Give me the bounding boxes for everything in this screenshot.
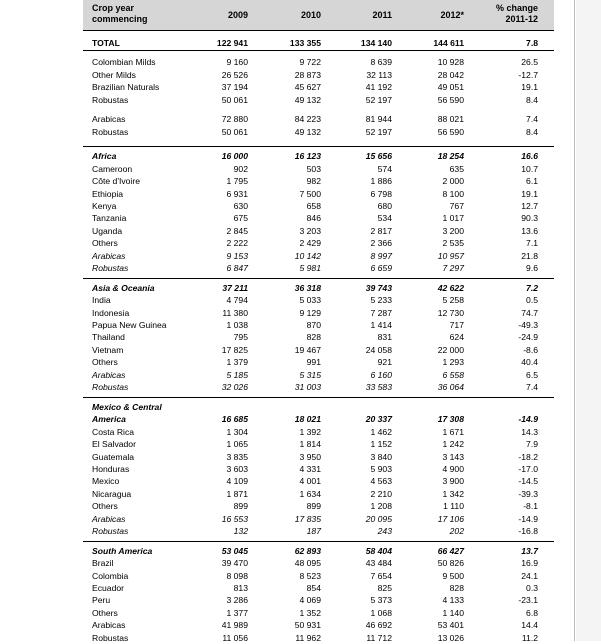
value-cell: 45 627 (294, 82, 321, 93)
value-cell: 17 835 (294, 513, 321, 524)
value-cell: 921 (377, 357, 392, 368)
value-cell: 630 (233, 200, 248, 211)
value-cell: 9 722 (299, 57, 321, 68)
value-cell: 50 931 (294, 620, 321, 631)
value-cell: 3 603 (226, 463, 248, 474)
header-crop-year-line2: commencing (92, 14, 148, 24)
value-cell: 6 659 (370, 263, 392, 274)
value-cell: 3 203 (299, 225, 321, 236)
value-cell: 18 021 (294, 414, 321, 425)
value-cell: 8 523 (299, 570, 321, 581)
change-cell: -49.3 (518, 320, 538, 330)
value-cell: 132 (233, 526, 248, 537)
value-cell: 8 100 (442, 188, 464, 199)
section-rule (83, 146, 554, 147)
total-rule (83, 50, 554, 51)
value-cell: 5 233 (370, 295, 392, 306)
value-cell: 39 470 (221, 558, 248, 569)
value-cell: 81 944 (365, 114, 392, 125)
value-cell: 899 (306, 501, 321, 512)
value-cell: 11 056 (222, 632, 248, 643)
value-cell: 41 192 (365, 82, 392, 93)
value-cell: 52 197 (365, 94, 392, 105)
page-margin (576, 0, 601, 641)
row-label: Others (92, 238, 118, 249)
value-cell: 1 377 (226, 607, 248, 618)
value-cell: 12 730 (437, 307, 464, 318)
page-edge (574, 0, 575, 641)
value-cell: 4 109 (226, 476, 248, 487)
value-cell: 15 656 (365, 151, 392, 162)
row-label: Peru (92, 595, 111, 606)
value-cell: 7 297 (442, 263, 464, 274)
change-cell: -18.2 (518, 451, 538, 462)
value-cell: 1 871 (226, 488, 248, 499)
row-label: Thailand (92, 332, 125, 343)
value-cell: 133 355 (289, 38, 321, 48)
value-cell: 11 380 (222, 307, 248, 318)
change-cell: 7.4 (526, 382, 538, 393)
change-cell: -8.6 (523, 344, 538, 355)
value-cell: 1 379 (226, 357, 248, 368)
value-cell: 3 835 (226, 451, 248, 462)
change-cell: 11.2 (521, 632, 538, 643)
change-cell: 16.6 (521, 151, 538, 162)
value-cell: 37 211 (222, 282, 248, 293)
value-cell: 1 352 (299, 607, 321, 618)
value-cell: 902 (233, 163, 248, 174)
value-cell: 870 (306, 320, 321, 330)
change-cell: -39.3 (518, 488, 538, 499)
value-cell: 5 373 (370, 595, 392, 606)
value-cell: 17 308 (437, 414, 464, 425)
value-cell: 16 553 (221, 513, 248, 524)
value-cell: 5 981 (299, 263, 321, 274)
value-cell: 17 106 (437, 513, 464, 524)
value-cell: 88 021 (437, 114, 464, 125)
value-cell: 11 962 (295, 632, 321, 643)
change-cell: 12.7 (521, 200, 538, 211)
value-cell: 1 634 (299, 488, 321, 499)
value-cell: 50 826 (437, 558, 464, 569)
value-cell (332, 401, 392, 413)
value-cell: 6 558 (442, 369, 464, 380)
value-cell: 37 194 (221, 82, 248, 93)
value-cell: 20 337 (365, 414, 392, 425)
row-label: Nicaragua (92, 488, 132, 499)
value-cell: 24 058 (365, 344, 392, 355)
row-label: Mexico (92, 476, 120, 487)
value-cell: 50 061 (221, 126, 248, 137)
value-cell: 1 068 (370, 607, 392, 618)
value-cell: 41 989 (221, 620, 248, 631)
value-cell: 1 065 (226, 439, 248, 450)
header-year-2010: 2010 (300, 10, 321, 20)
row-label: Robustas (92, 382, 129, 393)
header-crop-year-line1: Crop year (92, 3, 135, 13)
row-label: Cameroon (92, 163, 133, 174)
value-cell: 503 (306, 163, 321, 174)
value-cell: 3 840 (370, 451, 392, 462)
value-cell: 3 950 (299, 451, 321, 462)
value-cell: 825 (377, 583, 392, 593)
value-cell: 846 (306, 213, 321, 224)
change-cell: -23.1 (518, 595, 538, 606)
change-cell: -17.0 (518, 463, 538, 474)
header-rule (83, 30, 554, 31)
value-cell: 4 563 (370, 476, 392, 487)
header-year-2009: 2009 (227, 10, 248, 20)
row-label: Ecuador (92, 583, 125, 593)
change-cell: 19.1 (521, 188, 538, 199)
value-cell: 49 132 (294, 94, 321, 105)
row-label: America (92, 414, 126, 425)
value-cell: 1 462 (370, 426, 392, 437)
change-cell: 7.8 (526, 38, 538, 48)
row-label: Others (92, 607, 118, 618)
value-cell: 1 038 (226, 320, 248, 330)
value-cell: 717 (449, 320, 464, 330)
row-label: Arabicas (92, 513, 126, 524)
value-cell: 202 (449, 526, 464, 537)
value-cell: 5 315 (299, 369, 321, 380)
value-cell: 84 223 (294, 114, 321, 125)
value-cell: 6 931 (226, 188, 248, 199)
value-cell: 7 500 (299, 188, 321, 199)
value-cell: 635 (449, 163, 464, 174)
value-cell: 3 900 (442, 476, 464, 487)
change-cell: -14.9 (518, 414, 538, 425)
value-cell: 122 941 (216, 38, 248, 48)
change-cell: 7.1 (526, 238, 538, 249)
change-cell: 74.7 (521, 307, 538, 318)
value-cell: 52 197 (365, 126, 392, 137)
row-label: Brazilian Naturals (92, 82, 160, 93)
row-label: Côte d'Ivoire (92, 176, 140, 187)
change-cell: 21.8 (521, 250, 538, 261)
value-cell: 2 000 (442, 176, 464, 187)
value-cell: 624 (449, 332, 464, 343)
value-cell: 658 (306, 200, 321, 211)
row-label: Other Milds (92, 69, 136, 80)
value-cell: 7 287 (370, 307, 392, 318)
value-cell: 828 (306, 332, 321, 343)
value-cell: 19 467 (294, 344, 321, 355)
row-label: Mexico & Central (92, 401, 162, 412)
value-cell: 20 095 (365, 513, 392, 524)
value-cell: 1 293 (442, 357, 464, 368)
header-year-2012: 2012* (440, 10, 464, 20)
value-cell: 28 873 (294, 69, 321, 80)
value-cell: 46 692 (365, 620, 392, 631)
row-label: TOTAL (92, 38, 120, 48)
row-label: Colombian Milds (92, 57, 156, 68)
value-cell: 53 045 (221, 545, 248, 556)
value-cell: 4 794 (226, 295, 248, 306)
value-cell: 1 414 (370, 320, 392, 330)
value-cell: 2 845 (226, 225, 248, 236)
value-cell: 982 (306, 176, 321, 187)
row-label: India (92, 295, 111, 306)
value-cell: 42 622 (437, 282, 464, 293)
change-cell: -12.7 (518, 69, 538, 80)
row-label: Arabicas (92, 250, 126, 261)
value-cell (404, 401, 464, 413)
change-cell: 9.6 (526, 263, 538, 274)
value-cell: 854 (306, 583, 321, 593)
value-cell: 1 152 (370, 439, 392, 450)
value-cell: 6 847 (226, 263, 248, 274)
value-cell: 72 880 (221, 114, 248, 125)
value-cell: 7 654 (370, 570, 392, 581)
value-cell: 4 900 (442, 463, 464, 474)
header-crop-year (92, 3, 148, 25)
value-cell: 53 401 (437, 620, 464, 631)
change-cell: 8.4 (526, 94, 538, 105)
row-label: Others (92, 357, 118, 368)
row-label: Tanzania (92, 213, 127, 224)
value-cell: 66 427 (437, 545, 464, 556)
change-cell: 6.5 (526, 369, 538, 380)
value-cell: 9 153 (226, 250, 248, 261)
value-cell: 4 331 (299, 463, 321, 474)
value-cell (261, 401, 321, 413)
value-cell: 1 140 (442, 607, 464, 618)
value-cell: 50 061 (221, 94, 248, 105)
value-cell: 574 (377, 163, 392, 174)
value-cell: 1 342 (442, 488, 464, 499)
header-change-line2: 2011-12 (505, 14, 538, 24)
row-label: Uganda (92, 225, 123, 236)
value-cell: 813 (233, 583, 248, 593)
value-cell: 26 526 (221, 69, 248, 80)
value-cell: 11 712 (366, 632, 392, 643)
change-cell: -14.5 (518, 476, 538, 487)
value-cell: 13 026 (437, 632, 464, 643)
value-cell: 10 957 (437, 250, 464, 261)
row-label: Others (92, 501, 118, 512)
value-cell: 58 404 (365, 545, 392, 556)
value-cell: 1 671 (442, 426, 464, 437)
value-cell: 17 825 (221, 344, 248, 355)
value-cell: 3 200 (442, 225, 464, 236)
value-cell (188, 401, 248, 413)
change-cell: 13.6 (521, 225, 538, 236)
value-cell: 5 185 (226, 369, 248, 380)
header-change (478, 3, 538, 25)
value-cell: 49 132 (294, 126, 321, 137)
value-cell: 899 (233, 501, 248, 512)
row-label: El Salvador (92, 439, 136, 450)
value-cell: 5 903 (370, 463, 392, 474)
value-cell: 5 033 (299, 295, 321, 306)
value-cell: 534 (377, 213, 392, 224)
value-cell: 144 611 (433, 38, 464, 48)
value-cell: 4 001 (299, 476, 321, 487)
value-cell: 795 (233, 332, 248, 343)
value-cell: 49 051 (437, 82, 464, 93)
change-cell: 0.3 (526, 583, 538, 593)
header-change-line1: % change (495, 3, 538, 13)
change-cell: 6.8 (526, 607, 538, 618)
value-cell: 2 222 (226, 238, 248, 249)
value-cell: 8 639 (370, 57, 392, 68)
value-cell: 28 042 (437, 69, 464, 80)
row-label: South America (92, 545, 153, 556)
value-cell: 243 (377, 526, 392, 537)
value-cell: 22 000 (437, 344, 464, 355)
section-rule (83, 541, 554, 542)
change-cell: 13.7 (521, 545, 538, 556)
row-label: Robustas (92, 632, 129, 643)
change-cell: 7.9 (526, 439, 538, 450)
value-cell: 4 069 (299, 595, 321, 606)
value-cell: 3 143 (442, 451, 464, 462)
value-cell: 4 133 (442, 595, 464, 606)
row-label: Vietnam (92, 344, 124, 355)
section-rule (83, 278, 554, 279)
value-cell: 31 003 (294, 382, 321, 393)
change-cell (478, 401, 538, 413)
value-cell: 39 743 (365, 282, 392, 293)
value-cell: 2 535 (442, 238, 464, 249)
value-cell: 991 (306, 357, 321, 368)
row-label: Colombia (92, 570, 129, 581)
value-cell: 2 429 (299, 238, 321, 249)
change-cell: -8.1 (523, 501, 538, 512)
change-cell: 6.1 (526, 176, 538, 187)
row-label: Robustas (92, 526, 129, 537)
change-cell: 16.9 (521, 558, 538, 569)
value-cell: 1 795 (226, 176, 248, 187)
value-cell: 3 286 (226, 595, 248, 606)
change-cell: 10.7 (521, 163, 538, 174)
change-cell: 14.4 (521, 620, 538, 631)
value-cell: 32 113 (366, 69, 392, 80)
value-cell: 1 017 (442, 213, 464, 224)
row-label: Arabicas (92, 620, 126, 631)
value-cell: 9 129 (299, 307, 321, 318)
row-label: Honduras (92, 463, 130, 474)
row-label: Asia & Oceania (92, 282, 155, 293)
row-label: Robustas (92, 94, 129, 105)
row-label: Ethiopia (92, 188, 124, 199)
value-cell: 16 685 (221, 414, 248, 425)
value-cell: 62 893 (294, 545, 321, 556)
value-cell: 2 210 (370, 488, 392, 499)
row-label: Costa Rica (92, 426, 135, 437)
value-cell: 1 242 (442, 439, 464, 450)
row-label: Africa (92, 151, 117, 162)
change-cell: 40.4 (521, 357, 538, 368)
change-cell: 26.5 (521, 57, 538, 68)
value-cell: 48 095 (294, 558, 321, 569)
value-cell: 6 798 (370, 188, 392, 199)
value-cell: 5 258 (442, 295, 464, 306)
value-cell: 56 590 (437, 94, 464, 105)
value-cell: 828 (449, 583, 464, 593)
row-label: Brazil (92, 558, 114, 569)
change-cell: 8.4 (526, 126, 538, 137)
value-cell: 36 064 (437, 382, 464, 393)
value-cell: 16 123 (294, 151, 321, 162)
row-label: Robustas (92, 126, 129, 137)
value-cell: 1 392 (299, 426, 321, 437)
change-cell: 90.3 (521, 213, 538, 224)
value-cell: 33 583 (365, 382, 392, 393)
header-year-2011: 2011 (372, 10, 392, 20)
value-cell: 675 (233, 213, 248, 224)
value-cell: 767 (449, 200, 464, 211)
value-cell: 43 484 (365, 558, 392, 569)
value-cell: 10 928 (437, 57, 464, 68)
change-cell: 19.1 (521, 82, 538, 93)
value-cell: 56 590 (437, 126, 464, 137)
row-label: Kenya (92, 200, 117, 211)
change-cell: 14.3 (521, 426, 538, 437)
row-label: Robustas (92, 263, 129, 274)
change-cell: 24.1 (521, 570, 538, 581)
value-cell: 16 000 (221, 151, 248, 162)
value-cell: 10 142 (294, 250, 321, 261)
value-cell: 2 817 (370, 225, 392, 236)
row-label: Arabicas (92, 369, 126, 380)
value-cell: 9 500 (442, 570, 464, 581)
value-cell: 2 366 (370, 238, 392, 249)
value-cell: 9 160 (226, 57, 248, 68)
change-cell: 7.4 (526, 114, 538, 125)
change-cell: -16.8 (518, 526, 538, 537)
value-cell: 36 318 (294, 282, 321, 293)
value-cell: 1 814 (299, 439, 321, 450)
value-cell: 8 997 (370, 250, 392, 261)
value-cell: 8 098 (226, 570, 248, 581)
change-cell: -24.9 (518, 332, 538, 343)
value-cell: 6 160 (370, 369, 392, 380)
value-cell: 134 140 (360, 38, 392, 48)
value-cell: 18 254 (437, 151, 464, 162)
value-cell: 32 026 (221, 382, 248, 393)
value-cell: 831 (377, 332, 392, 343)
value-cell: 1 304 (226, 426, 248, 437)
change-cell: -14.9 (518, 513, 538, 524)
row-label: Indonesia (92, 307, 130, 318)
change-cell: 0.5 (526, 295, 538, 306)
value-cell: 1 886 (370, 176, 392, 187)
value-cell: 187 (306, 526, 321, 537)
change-cell: 7.2 (526, 282, 538, 293)
value-cell: 1 208 (370, 501, 392, 512)
value-cell: 680 (377, 200, 392, 211)
value-cell: 1 110 (443, 501, 464, 512)
row-label: Arabicas (92, 114, 126, 125)
row-label: Papua New Guinea (92, 320, 167, 330)
row-label: Guatemala (92, 451, 135, 462)
section-rule (83, 397, 554, 398)
